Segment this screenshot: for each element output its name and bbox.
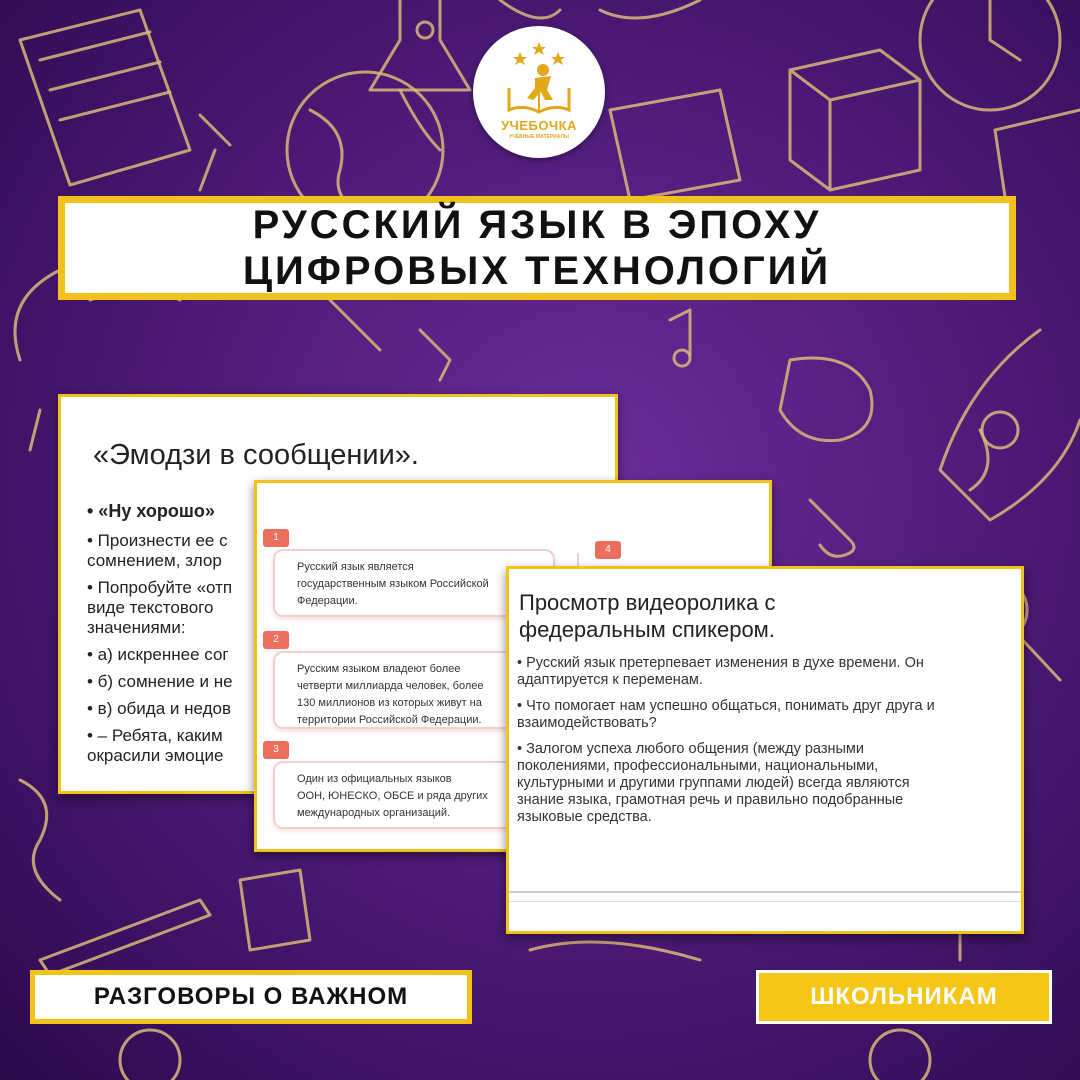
fact-card-text: Один из официальных языков ООН, ЮНЕСКО, ОБСЕ и ряда других международных организаций. [297,773,488,819]
fact-card-number: 1 [263,529,289,547]
fact-card-text: Русским языком владеют более четверти миллиарда человек, более 130 миллионов из которых живут на территории Российской Федерации. [297,663,484,726]
logo-name: УЧЕБОЧКА [501,118,577,133]
fact-card-text: Русский язык является государственным языком Российской Федерации. [297,561,489,607]
slide-video [506,566,1024,934]
slide-divider [509,891,1021,893]
list-item: • а) искреннее сог [87,645,229,664]
slide-divider [509,901,1021,902]
title-banner [58,196,1016,300]
list-item: • б) сомнение и не [87,672,233,691]
page-title: РУССКИЙ ЯЗЫК В ЭПОХУ ЦИФРОВЫХ ТЕХНОЛОГИЙ [242,203,832,293]
fact-card-number: 2 [263,631,289,649]
list-item: • – Ребята, каким окрасили эмоцие [87,726,224,765]
list-item: • Что помогает нам успешно общаться, понимать друг друга и взаимодействовать? [517,698,935,731]
fact-card-number: 4 [595,541,621,559]
slide-video-list [517,655,1017,835]
list-item: • Русский язык претерпевает изменения в духе времени. Он адаптируется к переменам. [517,655,924,688]
label-important-talks: РАЗГОВОРЫ О ВАЖНОМ [30,970,472,1024]
logo [473,26,605,158]
label-for-students: ШКОЛЬНИКАМ [756,970,1052,1024]
slide-emoji-title: «Эмодзи в сообщении». [93,439,419,471]
list-item: • «Ну хорошо» [87,501,215,521]
list-item: • в) обида и недов [87,699,231,718]
fact-card-number: 3 [263,741,289,759]
list-item: • Попробуйте «отп виде текстового значениями: [87,578,233,637]
list-item: • Произнести ее с сомнением, злор [87,531,228,570]
slide-video-title: Просмотр видеоролика с федеральным спикером. [519,590,776,642]
list-item: • Залогом успеха любого общения (между разными поколениями, профессиональными, национальными, культурными и другими группами людей) всегда являются знание языка, грамотная речь и правильно подобранные языковые средства. [517,741,910,825]
logo-subtitle: УЧЕБНЫЕ МАТЕРИАЛЫ [509,134,569,140]
